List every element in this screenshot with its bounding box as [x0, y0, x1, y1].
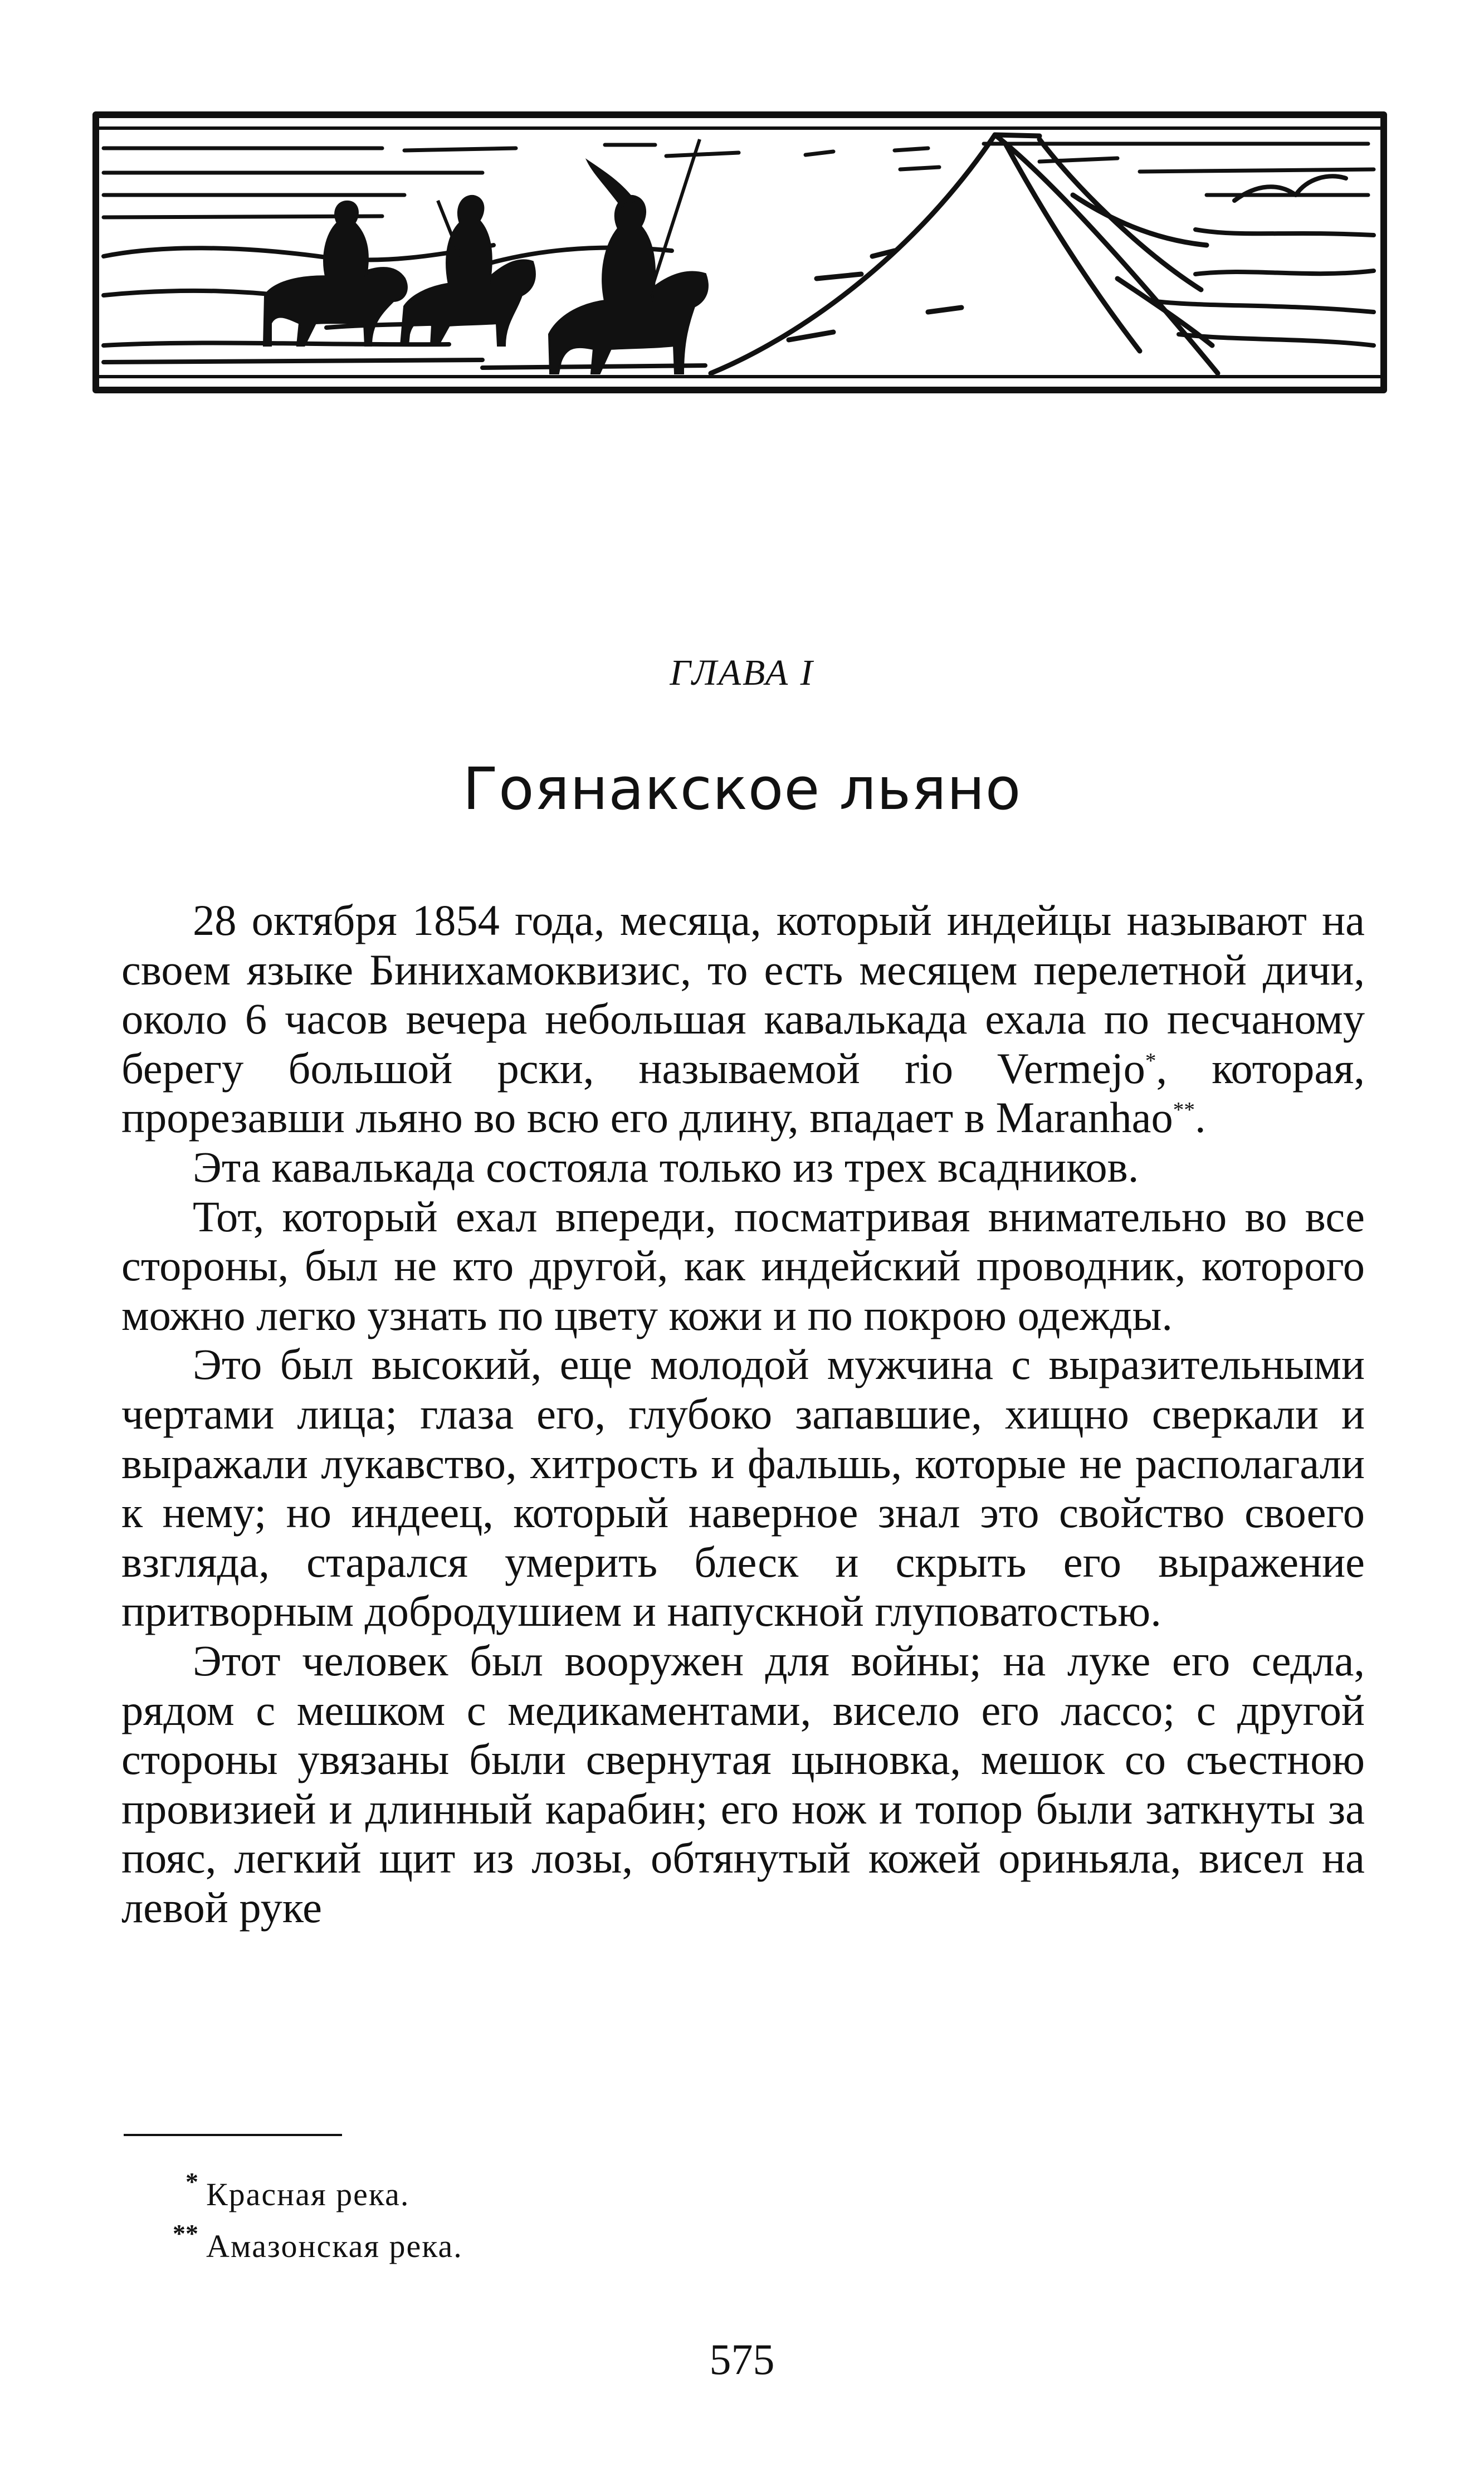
- footnote-mark: *: [186, 2167, 198, 2196]
- paragraph-text: .: [1195, 1093, 1206, 1142]
- chapter-label: ГЛАВА I: [670, 652, 814, 693]
- chapter-title: Гоянакское льяно: [462, 755, 1022, 823]
- footnote-text: Красная река.: [206, 2176, 410, 2212]
- footnote: [186, 2167, 410, 2213]
- chapter-header-illustration: [92, 111, 1387, 393]
- paragraph: Эта кавалькада состояла только из трех всадников.: [193, 1142, 1139, 1191]
- page-number: 575: [709, 2335, 775, 2383]
- paragraph: Это был высокий, еще молодой мужчина с выразительными чертами лица; глаза его, глубоко запавшие, хищно сверкали и выражали лукавство, хитрость и фальшь, которые не располагали к нему; но индеец, который наверное знал это свойство своего взгляда, старался умерить блеск и скрыть его выражение притворным добродушием и напускной глуповатостью.: [121, 1340, 1365, 1636]
- paragraph-text: , которая, прорезавши льяно во всю его длину, впадает в Maranhao: [121, 1044, 1365, 1142]
- footnote-reference: **: [1173, 1098, 1195, 1122]
- footnote: [173, 2219, 463, 2265]
- paragraph: [121, 896, 1365, 1143]
- footnote-separator: [124, 2134, 342, 2136]
- footnote-text: Амазонская река.: [206, 2228, 463, 2264]
- paragraph-text: 28 октября 1854 года, месяца, который индейцы называют на своем языке Бинихамоквизис, то есть месяцем перелетной дичи, около 6 часов вечера небольшая кавалькада ехала по песчаному берегу большой рски, называемой rio Vermejo: [121, 896, 1365, 1093]
- main-text: [121, 896, 1365, 1932]
- footnote-mark: **: [173, 2219, 198, 2248]
- paragraph: Тот, который ехал впереди, посматривая внимательно во все стороны, был не кто другой, как индейский проводник, которого можно легко узнать по цвету кожи и по покрою одежды.: [121, 1192, 1365, 1339]
- footnote-reference: *: [1145, 1049, 1156, 1073]
- paragraph: Этот человек был вооружен для войны; на луке его седла, рядом с мешком с медикаментами, висело его лассо; с другой стороны увязаны были свернутая цыновка, мешок со съестною провизией и длинный карабин; его нож и топор были заткнуты за пояс, легкий щит из лозы, обтянутый кожей ориньяла, висел на левой руке: [121, 1636, 1365, 1932]
